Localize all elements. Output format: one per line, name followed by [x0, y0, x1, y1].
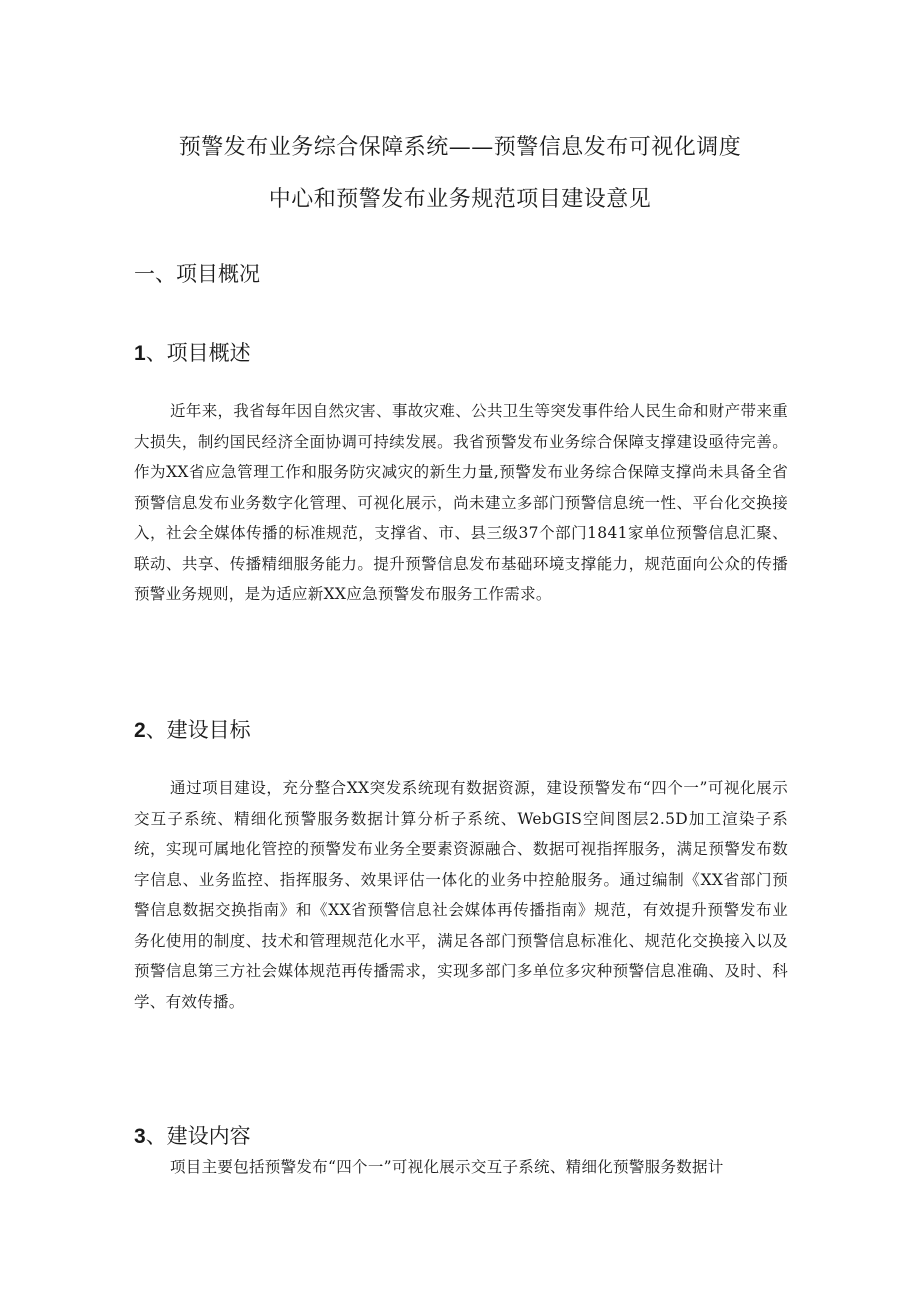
document-title-line-1: 预警发布业务综合保障系统——预警信息发布可视化调度	[178, 135, 742, 160]
paragraph-contents: 项目主要包括预警发布“四个一”可视化展示交互子系统、精细化预警服务数据计	[170, 1158, 724, 1176]
document-title-line-2: 中心和预警发布业务规范项目建设意见	[268, 187, 652, 212]
subsection-title: 、项目概述	[145, 341, 251, 365]
subsection-number: 3	[134, 1125, 146, 1148]
paragraph-summary: 近年来，我省每年因自然灾害、事故灾难、公共卫生等突发事件给人民生命和财产带来重大损失，制约国民经济全面协调可持续发展。我省预警发布业务综合保障支撑建设亟待完善。作为XX省应急管理工作和服务防灾减灾的新生力量,预警发布业务综合保障支撑尚未具备全省预警信息发布业务数字化管理、可视化展示，尚未建立多部门预警信息统一性、平台化交换接入，社会全媒体传播的标准规范，支撑省、市、县三级37个部门1841家单位预警信息汇聚、联动、共享、传播精细服务能力。提升预警信息发布基础环境支撑能力，规范面向公众的传播预警业务规则，是为适应新XX应急预警发布服务工作需求。	[134, 402, 788, 603]
subsection-number: 2	[134, 719, 146, 742]
section-heading-overview: 一、项目概况	[134, 262, 260, 286]
subsection-title: 、建设目标	[145, 718, 251, 742]
subsection-title: 、建设内容	[145, 1124, 251, 1148]
paragraph-goals: 通过项目建设，充分整合XX突发系统现有数据资源，建设预警发布“四个一”可视化展示交互子系统、精细化预警服务数据计算分析子系统、WebGIS空间图层2.5D加工渲染子系统，实现可属地化管控的预警发布业务全要素资源融合、数据可视指挥服务，满足预警发布数字信息、业务监控、指挥服务、效果评估一体化的业务中控舱服务。通过编制《XX省部门预警信息数据交换指南》和《XX省预警信息社会媒体再传播指南》规范，有效提升预警发布业务化使用的制度、技术和管理规范化水平，满足各部门预警信息标准化、规范化交换接入以及预警信息第三方社会媒体规范再传播需求，实现多部门多单位多灾种预警信息准确、及时、科学、有效传播。	[134, 779, 788, 1011]
subsection-heading-summary	[134, 337, 251, 367]
subsection-heading-contents	[134, 1120, 251, 1150]
subsection-number: 1	[134, 342, 146, 365]
subsection-heading-goals	[134, 714, 251, 744]
